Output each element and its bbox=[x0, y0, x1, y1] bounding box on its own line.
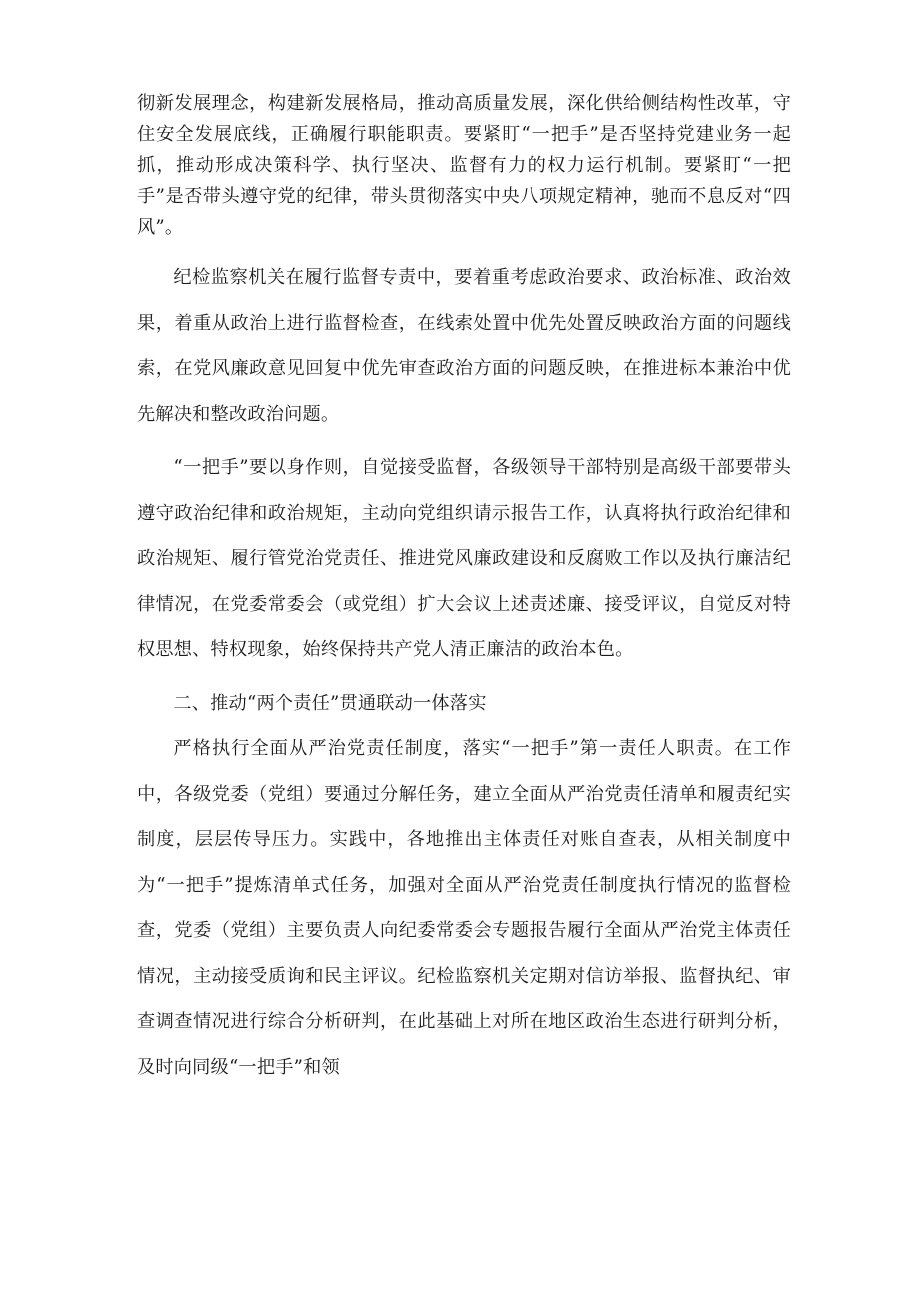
paragraph: 严格执行全面从严治党责任制度，落实“一把手”第一责任人职责。在工作中，各级党委（党组）要通过分解任务，建立全面从严治党责任清单和履责纪实制度，层层传导压力。实践中，各地推出主体责任对账自查表，从相关制度中为“一把手”提炼清单式任务，加强对全面从严治党责任制度执行情况的监督检查，党委（党组）主要负责人向纪委常委会专题报告履行全面从严治党主体责任情况，主动接受质询和民主评议。纪检监察机关定期对信访举报、监督执纪、审查调查情况进行综合分析研判，在此基础上对所在地区政治生态进行研判分析，及时向同级“一把手”和领 bbox=[137, 738, 791, 1078]
paragraph-continued: 彻新发展理念，构建新发展格局，推动高质量发展，深化供给侧结构性改革，守住安全发展底线，正确履行职能职责。要紧盯“一把手”是否坚持党建业务一起抓，推动形成决策科学、执行坚决、监督有力的权力运行机制。要紧盯“一把手”是否带头遵守党的纪律，带头贯彻落实中央八项规定精神，驰而不息反对“四风”。 bbox=[137, 93, 791, 238]
section-heading: 二、推动“两个责任”贯通联动一体落实 bbox=[173, 692, 487, 714]
paragraph: 纪检监察机关在履行监督专责中，要着重考虑政治要求、政治标准、政治效果，着重从政治上进行监督检查，在线索处置中优先处置反映政治方面的问题线索，在党风廉政意见回复中优先审查政治方面的问题反映，在推进标本兼治中优先解决和整改政治问题。 bbox=[137, 267, 791, 425]
document-body bbox=[137, 88, 791, 1090]
paragraph: “一把手”要以身作则，自觉接受监督，各级领导干部特别是高级干部要带头遵守政治纪律和政治规矩，主动向党组织请示报告工作，认真将执行政治纪律和政治规矩、履行管党治党责任、推进党风廉政建设和反腐败工作以及执行廉洁纪律情况，在党委常委会（或党组）扩大会议上述责述廉、接受评议，自觉反对特权思想、特权现象，始终保持共产党人清正廉洁的政治本色。 bbox=[137, 457, 791, 660]
